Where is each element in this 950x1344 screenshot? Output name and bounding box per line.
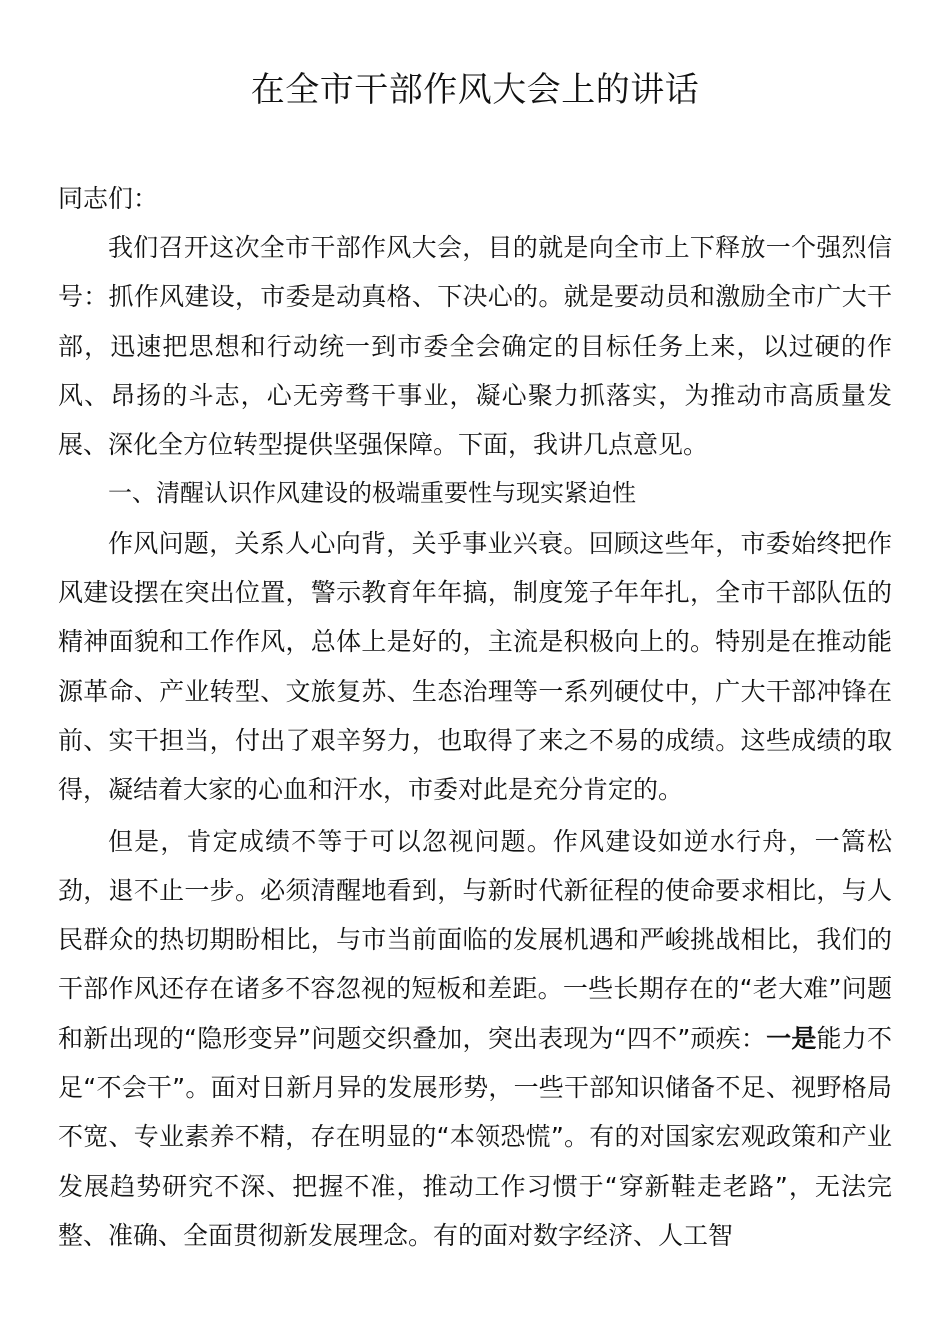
- document-title: 在全市干部作风大会上的讲话: [250, 70, 700, 110]
- emphasis-first-point: 一是: [766, 1023, 817, 1053]
- paragraph-2-rest: 能力不足“不会干”。面对日新月异的发展形势，一些干部知识储备不足、视野格局不宽、专业素养不精，存在明显的“本领恐慌”。有的对国家宏观政策和产业发展趋势研究不深、把握不准，推动工作习惯于“穿新鞋走老路”，无法完整、准确、全面贯彻新发展理念。有的面对数字经济、人工智: [58, 1023, 892, 1250]
- paragraph-2-lead: 但是，肯定成绩不等于可以忽视问题。作风建设如逆水行舟，一篙松劲，退不止一步。必须清醒地看到，与新时代新征程的使命要求相比，与人民群众的热切期盼相比，与市当前面临的发展机遇和严峻挑战相比，我们的干部作风还存在诸多不容忽视的短板和差距。一些长期存在的“老大难”问题和新出现的“隐形变异”问题交织叠加，突出表现为“四不”顽疾：: [58, 826, 892, 1053]
- paragraph-intro: 我们召开这次全市干部作风大会，目的就是向全市上下释放一个强烈信号：抓作风建设，市委是动真格、下决心的。就是要动员和激励全市广大干部，迅速把思想和行动统一到市委全会确定的目标任务上来，以过硬的作风、昂扬的斗志，心无旁骛干事业，凝心聚力抓落实，为推动市高质量发展、深化全方位转型提供坚强保障。下面，我讲几点意见。: [58, 233, 892, 460]
- section-heading-1: 一、清醒认识作风建设的极端重要性与现实紧迫性: [108, 479, 636, 508]
- salutation: 同志们：: [58, 184, 159, 213]
- document-page: [58, 0, 892, 1260]
- paragraph-1: 作风问题，关系人心向背，关乎事业兴衰。回顾这些年，市委始终把作风建设摆在突出位置，警示教育年年搞，制度笼子年年扎，全市干部队伍的精神面貌和工作作风，总体上是好的，主流是积极向上的。特别是在推动能源革命、产业转型、文旅复苏、生态治理等一系列硬仗中，广大干部冲锋在前、实干担当，付出了艰辛努力，也取得了来之不易的成绩。这些成绩的取得，凝结着大家的心血和汗水，市委对此是充分肯定的。: [58, 528, 892, 805]
- paragraph-2: [58, 817, 892, 1261]
